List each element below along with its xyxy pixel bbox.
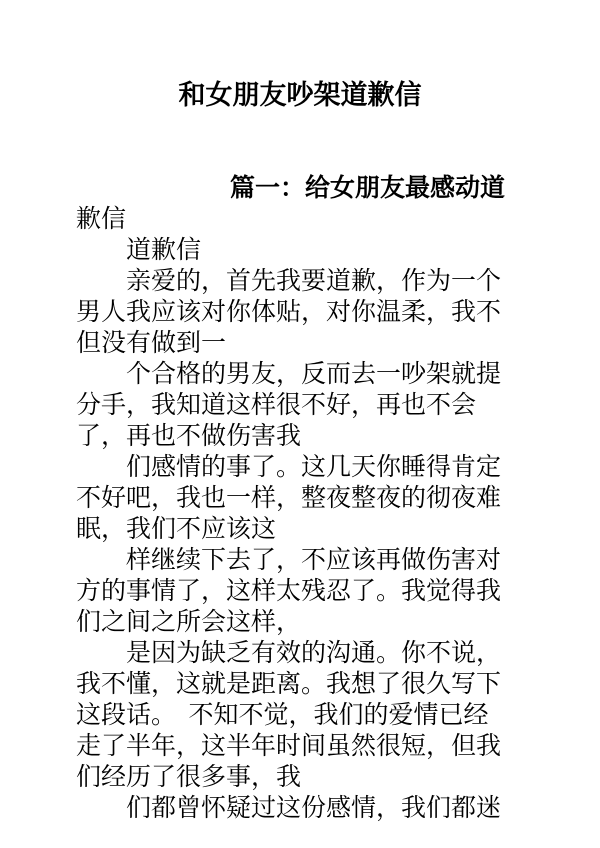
- text-line: 走了半年，这半年时间虽然很短，但我: [76, 731, 502, 760]
- text-line: 样继续下去了，不应该再做伤害对: [126, 545, 502, 574]
- text-line: 我不懂，这就是距离。我想了很久写下: [76, 669, 502, 698]
- text-line: 不好吧，我也一样，整夜整夜的彻夜难: [76, 483, 502, 512]
- text-line: 但没有做到一: [76, 328, 227, 357]
- text-line: 了，再也不做伤害我: [76, 421, 302, 450]
- text-line: 歉信: [76, 204, 127, 233]
- text-line: 个合格的男友，反而去一吵架就提: [126, 359, 502, 388]
- text-line: 男人我应该对你体贴，对你温柔，我不: [76, 297, 502, 326]
- text-line: 们感情的事了。这几天你睡得肯定: [126, 452, 502, 481]
- section-heading: 篇一：给女朋友最感动道: [230, 173, 506, 202]
- text-line: 们经历了很多事，我: [76, 762, 302, 791]
- text-line: 眠，我们不应该这: [76, 514, 277, 543]
- text-line: 亲爱的，首先我要道歉，作为一个: [126, 266, 502, 295]
- document-title: 和女朋友吵架道歉信: [178, 80, 422, 111]
- text-line: 方的事情了，这样太残忍了。我觉得我: [76, 576, 502, 605]
- text-line: 是因为缺乏有效的沟通。你不说，: [126, 638, 502, 667]
- text-line: 道歉信: [126, 235, 202, 264]
- text-line: 分手，我知道这样很不好，再也不会: [76, 390, 477, 419]
- text-line: 们都曾怀疑过这份感情，我们都迷: [126, 793, 502, 822]
- text-line: 这段话。 不知不觉，我们的爱情已经: [76, 700, 489, 729]
- document-body: [76, 172, 526, 823]
- text-line: 们之间之所会这样，: [76, 607, 302, 636]
